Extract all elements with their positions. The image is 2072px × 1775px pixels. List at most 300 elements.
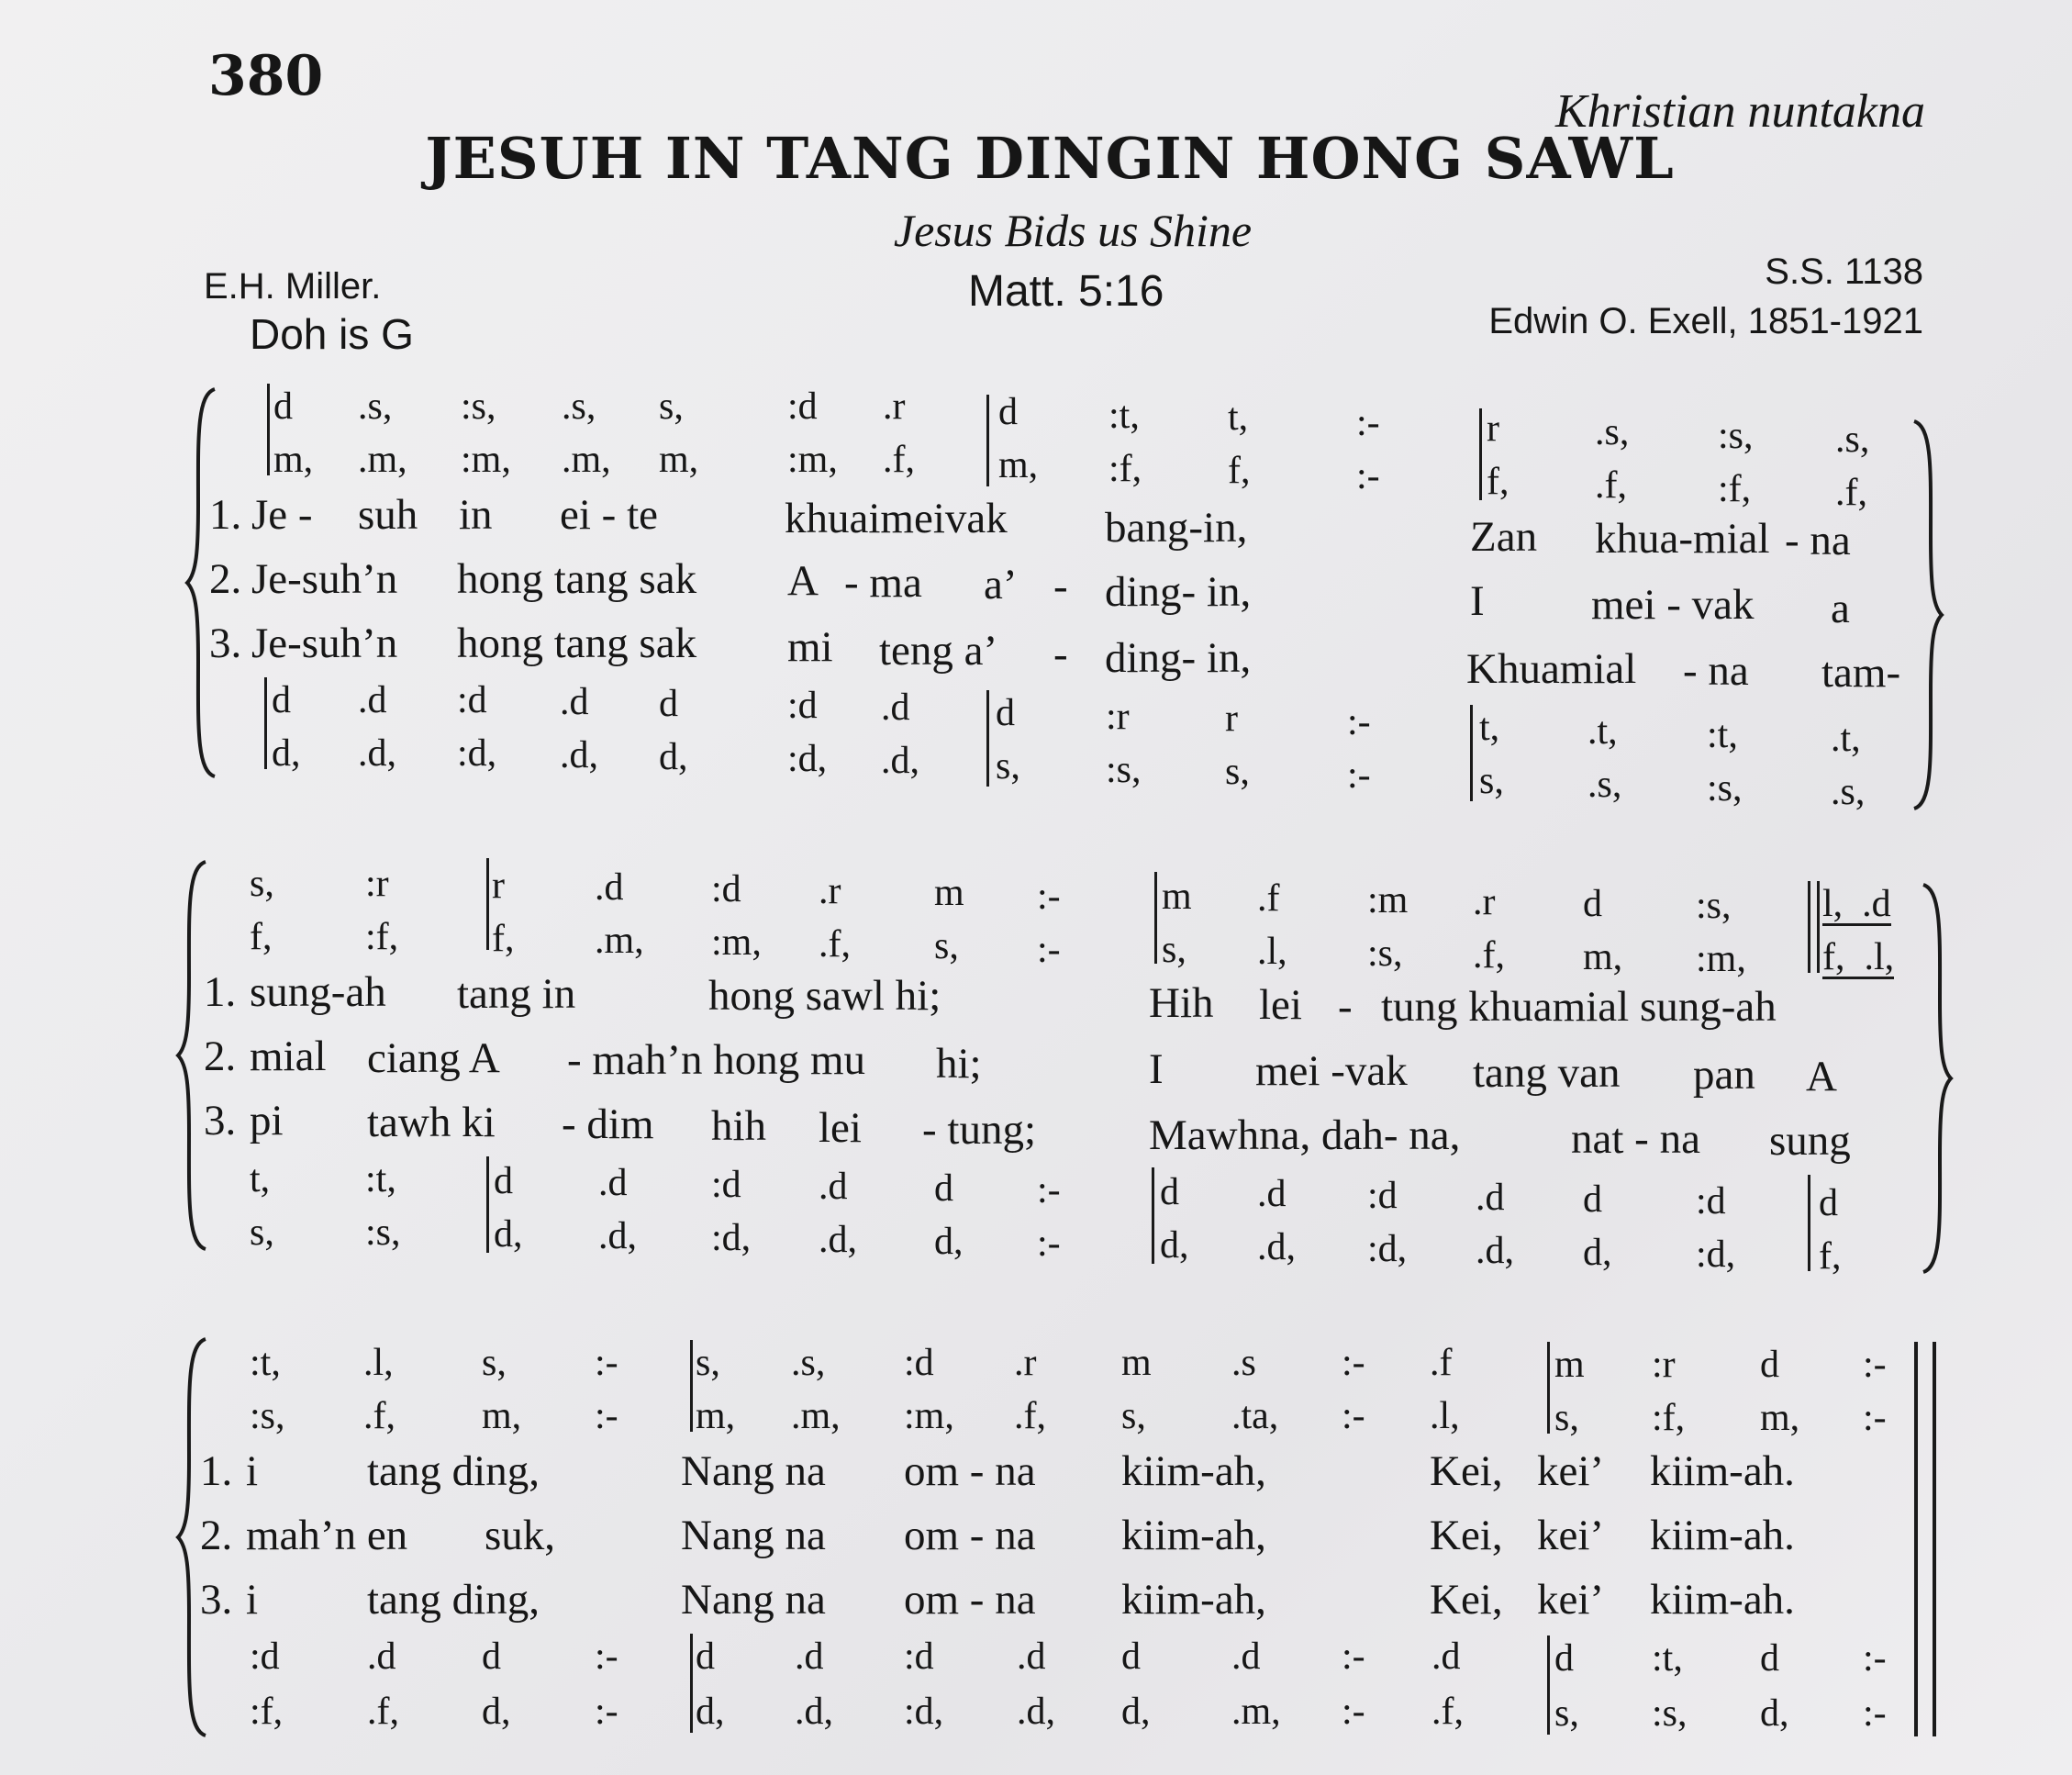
final-barline — [1933, 1342, 1936, 1736]
bass-note: :- — [1863, 1692, 1887, 1735]
tenor-note: :t, — [1707, 714, 1738, 756]
tenor-note: :- — [595, 1635, 618, 1678]
tenor-note: .d — [1476, 1177, 1505, 1219]
alto-note: :m, — [711, 921, 762, 964]
tenor-note: t, — [250, 1158, 271, 1200]
lyric: - — [1053, 563, 1068, 610]
alto-note: .f, — [1595, 464, 1627, 507]
lyric: ding- in, — [1105, 568, 1252, 616]
bass-note: .s, — [1587, 764, 1622, 806]
lyric: kiim-ah, — [1121, 1576, 1266, 1624]
tenor-note: :d — [787, 685, 818, 727]
lyric: khua-mial — [1595, 515, 1770, 563]
soprano-note: .s — [1231, 1342, 1256, 1384]
soprano-note: :s, — [1696, 885, 1732, 927]
alto-note: m, — [659, 439, 699, 481]
tenor-note: d — [1583, 1178, 1602, 1221]
lyric: Kei, — [1430, 1447, 1503, 1495]
hymnal-reference: S.S. 1138 — [1765, 251, 1923, 292]
alto-note: .l, — [1257, 931, 1287, 973]
lyric: pan — [1693, 1051, 1755, 1099]
lyric: - na — [1683, 647, 1749, 695]
soprano-note: t, — [1228, 396, 1249, 439]
tenor-note: d — [696, 1635, 715, 1678]
alto-note: .f, — [1473, 934, 1505, 977]
lyric: nat - na — [1571, 1115, 1700, 1163]
soprano-note: m — [1121, 1342, 1152, 1384]
soprano-note: r — [1487, 407, 1499, 450]
lyric: tang in — [457, 970, 576, 1018]
verse-number: 1. — [209, 491, 242, 539]
barline — [1817, 881, 1820, 973]
bass-note: d, — [659, 736, 688, 778]
bass-note: .d, — [819, 1219, 857, 1261]
tenor-note: d — [272, 679, 291, 721]
bass-note: .d, — [598, 1215, 637, 1257]
alto-note: :- — [595, 1395, 618, 1437]
soprano-note: d — [273, 385, 293, 428]
lyric: om - na — [904, 1512, 1036, 1559]
tenor-note: :d — [1696, 1180, 1726, 1222]
lyric: A — [787, 557, 819, 605]
lyric: kiim-ah, — [1121, 1447, 1266, 1495]
soprano-note: :r — [365, 863, 389, 905]
soprano-note: m — [1162, 876, 1192, 918]
tenor-note: .d — [1231, 1635, 1261, 1678]
alto-note: :f, — [1108, 448, 1142, 490]
soprano-note: :- — [1356, 402, 1380, 444]
soprano-note: :s, — [1718, 415, 1754, 457]
lyric: tang ding, — [367, 1447, 540, 1495]
key-signature: Doh is G — [250, 310, 414, 358]
soprano-note: l, .d — [1822, 883, 1891, 925]
soprano-note: :t, — [1108, 395, 1140, 437]
bass-note: .f, — [1431, 1691, 1464, 1733]
alto-note: m, — [273, 439, 314, 481]
soprano-note: :s, — [461, 385, 496, 428]
bass-note: d, — [1121, 1691, 1151, 1733]
soprano-note: :- — [1342, 1342, 1365, 1384]
tenor-note: d — [934, 1167, 953, 1210]
tenor-note: .d — [358, 679, 387, 721]
lyric: suk, — [485, 1512, 556, 1559]
alto-note: .f, — [363, 1395, 395, 1437]
barline — [264, 677, 267, 769]
soprano-note: .r — [1473, 881, 1496, 923]
soprano-note: s, — [482, 1342, 507, 1384]
alto-note: m, — [1583, 936, 1623, 978]
lyric: Zan — [1470, 513, 1538, 561]
bass-note: :d, — [1696, 1234, 1736, 1276]
lyric: - — [1053, 631, 1068, 678]
lyric: bang-in, — [1105, 504, 1248, 552]
lyric: I — [1470, 577, 1485, 625]
tenor-note: .d — [881, 687, 910, 729]
tenor-note: d — [1121, 1635, 1141, 1678]
lyric: sung-ah — [250, 968, 386, 1016]
soprano-note: s, — [250, 863, 274, 905]
verse-number: 3. — [204, 1097, 237, 1144]
soprano-note: .s, — [562, 385, 596, 428]
alto-note: .f, — [1835, 472, 1867, 514]
lyric: Mawhna, dah- na, — [1149, 1111, 1461, 1159]
bass-note: .d, — [560, 734, 598, 776]
scripture-reference: Matt. 5:16 — [968, 267, 1164, 316]
soprano-note: :m — [1367, 879, 1409, 921]
lyric: ding- in, — [1105, 634, 1252, 682]
alto-note: :- — [1037, 929, 1061, 971]
alto-note: f, — [1487, 461, 1509, 503]
bass-note: d, — [1160, 1224, 1189, 1267]
alto-note: :f, — [1652, 1397, 1686, 1439]
final-barline — [1914, 1342, 1918, 1736]
tenor-note: :d — [250, 1635, 280, 1678]
alto-note: f, .l, — [1822, 936, 1895, 978]
soprano-note: :d — [787, 385, 818, 428]
alto-note: .ta, — [1231, 1395, 1279, 1437]
bass-note: .d, — [1017, 1691, 1055, 1733]
lyric: lei — [819, 1104, 862, 1152]
soprano-note: .l, — [363, 1342, 394, 1384]
tenor-note: d — [1160, 1171, 1179, 1213]
alto-note: .m, — [595, 920, 644, 962]
tenor-note: d — [494, 1160, 513, 1202]
bass-note: d, — [272, 732, 301, 775]
soprano-note: d — [1760, 1344, 1779, 1386]
lyric: hong tang sak — [457, 555, 697, 603]
soprano-note: :d — [711, 868, 741, 910]
barline — [986, 690, 989, 787]
lyric: in — [459, 491, 493, 539]
lyric: tawh ki — [367, 1099, 496, 1146]
lyric: Nang na — [681, 1512, 826, 1559]
lyric: - tung; — [922, 1106, 1037, 1154]
hymn-category: Khristian nuntakna — [1554, 85, 1925, 138]
tenor-note: :d — [1367, 1175, 1398, 1217]
tenor-note: .d — [367, 1635, 396, 1678]
verse-number: 1. — [204, 968, 237, 1016]
bass-note: :- — [1037, 1222, 1061, 1265]
alto-note: :m, — [904, 1395, 954, 1437]
barline — [986, 395, 989, 486]
bass-note: d, — [1760, 1692, 1789, 1735]
lyric: sung — [1769, 1117, 1851, 1165]
lyricist: E.H. Miller. — [204, 266, 382, 307]
soprano-note: d — [998, 391, 1018, 433]
alto-note: f, — [492, 918, 515, 960]
soprano-note: .s, — [358, 385, 393, 428]
lyric: i — [246, 1576, 259, 1624]
alto-note: .m, — [358, 439, 407, 481]
barline — [486, 1156, 489, 1253]
alto-note: m, — [998, 444, 1039, 486]
soprano-note: :d — [904, 1342, 934, 1384]
alto-note: .f, — [883, 439, 915, 481]
bass-note: :s, — [365, 1211, 401, 1254]
bass-note: .d, — [1257, 1226, 1296, 1268]
alto-note: :s, — [1367, 932, 1403, 975]
soprano-note: .f — [1257, 877, 1280, 920]
alto-note: s, — [1162, 929, 1186, 971]
bass-note: :s, — [1707, 767, 1743, 809]
alto-note: f, — [1228, 450, 1251, 492]
bass-note: d, — [1583, 1232, 1612, 1274]
alto-note: s, — [934, 925, 959, 967]
lyric: hi; — [936, 1040, 982, 1088]
hymn-number: 380 — [208, 44, 324, 108]
alto-note: :m, — [1696, 938, 1746, 980]
bass-note: .m, — [1231, 1691, 1281, 1733]
hymn-title: JESUH IN TANG DINGIN HONG SAWL — [425, 125, 1675, 192]
tenor-note: d — [1554, 1637, 1574, 1680]
lyric: ei - te — [560, 491, 658, 539]
lyric: om - na — [904, 1447, 1036, 1495]
tenor-note: :- — [1863, 1637, 1887, 1680]
right-brace-icon — [1909, 418, 1945, 812]
soprano-note: :- — [595, 1342, 618, 1384]
verse-number: 2. — [204, 1033, 237, 1080]
alto-note: m, — [482, 1395, 522, 1437]
lyric: - na — [1785, 517, 1851, 564]
tenor-note: .d — [1257, 1173, 1287, 1215]
barline — [690, 1634, 693, 1733]
bass-note: .s, — [1831, 771, 1866, 813]
lyric: tang van — [1473, 1049, 1621, 1097]
barline — [1479, 408, 1482, 500]
tenor-note: .d — [560, 681, 589, 723]
bass-note: .f, — [367, 1691, 399, 1733]
bass-note: :f, — [250, 1691, 284, 1733]
lyric: kei’ — [1537, 1576, 1605, 1624]
lyric: - — [1338, 983, 1353, 1031]
soprano-note: .r — [819, 870, 841, 912]
bass-note: :- — [1342, 1691, 1365, 1733]
right-brace-icon — [1918, 881, 1955, 1276]
tenor-note: t, — [1479, 707, 1500, 749]
alto-note: :f, — [1718, 468, 1752, 510]
tenor-note: :- — [1037, 1169, 1061, 1211]
lyric: tang ding, — [367, 1576, 540, 1624]
soprano-note: .s, — [791, 1342, 826, 1384]
tenor-note: d — [1760, 1637, 1779, 1680]
lyric: A — [1806, 1053, 1837, 1100]
lyric: kei’ — [1537, 1447, 1605, 1495]
bass-note: .d, — [358, 732, 396, 775]
bass-note: :d, — [787, 738, 828, 780]
lyric: a’ — [984, 561, 1018, 608]
bass-note: d, — [494, 1213, 523, 1256]
tenor-note: :- — [1342, 1635, 1365, 1678]
lyric: Nang na — [681, 1576, 826, 1624]
hymn-subtitle: Jesus Bids us Shine — [893, 205, 1253, 256]
lyric: mei - vak — [1591, 581, 1755, 629]
lyric: i — [246, 1447, 259, 1495]
alto-note: .f, — [1014, 1395, 1046, 1437]
alto-note: f, — [250, 916, 273, 958]
verse-number: 3. — [200, 1576, 233, 1624]
tenor-note: d — [996, 692, 1015, 734]
lyric: Nang na — [681, 1447, 826, 1495]
bass-note: :s, — [1652, 1692, 1688, 1735]
lyric: hih — [711, 1102, 767, 1150]
alto-note: s, — [1121, 1395, 1146, 1437]
tenor-note: d — [482, 1635, 501, 1678]
tenor-note: :t, — [1652, 1637, 1683, 1680]
lyric: mi — [787, 623, 833, 671]
tenor-note: :t, — [365, 1158, 396, 1200]
tenor-note: .d — [598, 1162, 628, 1204]
tenor-note: :d — [711, 1164, 741, 1206]
barline — [1808, 1175, 1810, 1271]
lyric: Kei, — [1430, 1512, 1503, 1559]
barline — [1154, 872, 1157, 964]
tenor-note: .d — [1017, 1635, 1046, 1678]
bass-note: :d, — [1367, 1228, 1408, 1270]
alto-note: m, — [696, 1395, 736, 1437]
bass-note: .d, — [1476, 1230, 1514, 1272]
lyric: tam- — [1821, 649, 1901, 697]
bass-note: :d, — [904, 1691, 944, 1733]
lyric: hong sawl hi; — [708, 972, 941, 1020]
soprano-note: s, — [659, 385, 684, 428]
lyric: - mah’n hong mu — [567, 1036, 866, 1084]
bass-note: d, — [934, 1221, 964, 1263]
tenor-note: d — [1819, 1182, 1838, 1224]
bass-note: :- — [595, 1691, 618, 1733]
tenor-note: d — [659, 683, 678, 725]
barline — [1470, 705, 1473, 801]
lyric: Khuamial — [1466, 645, 1637, 693]
lyric: Hih — [1149, 979, 1214, 1027]
lyric: tung khuamial sung-ah — [1381, 983, 1777, 1031]
alto-note: .m, — [562, 439, 611, 481]
tenor-note: r — [1225, 698, 1238, 740]
composer: Edwin O. Exell, 1851-1921 — [1488, 301, 1923, 341]
bass-note: f, — [1819, 1235, 1842, 1278]
bass-note: .d, — [881, 740, 919, 782]
alto-note: .l, — [1430, 1395, 1460, 1437]
alto-note: :- — [1356, 455, 1380, 497]
alto-note: :s, — [250, 1395, 285, 1437]
lyric: om - na — [904, 1576, 1036, 1624]
lyric: mei -vak — [1255, 1047, 1408, 1095]
bass-note: s, — [1479, 760, 1504, 802]
tenor-note: .t, — [1831, 718, 1861, 760]
bass-note: s, — [1554, 1692, 1579, 1735]
soprano-note: .r — [883, 385, 906, 428]
lyric: kiim-ah. — [1650, 1576, 1795, 1624]
bass-note: d, — [696, 1691, 725, 1733]
lyric: - dim — [562, 1100, 654, 1148]
soprano-note: .s, — [1835, 419, 1870, 461]
bass-note: s, — [250, 1211, 274, 1254]
barline — [267, 384, 270, 475]
lyric: pi — [250, 1097, 284, 1144]
tenor-note: :- — [1347, 701, 1371, 743]
alto-note: .m, — [791, 1395, 841, 1437]
lyric: kei’ — [1537, 1512, 1605, 1559]
soprano-note: m — [934, 872, 964, 914]
alto-note: s, — [1554, 1397, 1579, 1439]
soprano-note: m — [1554, 1344, 1585, 1386]
bass-note: :s, — [1106, 749, 1142, 791]
lyric: khuaimeivak — [785, 495, 1008, 542]
bass-note: .d, — [795, 1691, 833, 1733]
lyric: - ma — [844, 559, 922, 607]
alto-note: :m, — [461, 439, 511, 481]
bass-note: s, — [996, 745, 1020, 787]
soprano-note: r — [492, 865, 505, 907]
barline — [486, 858, 489, 950]
bass-note: :- — [1347, 754, 1371, 797]
alto-note: :- — [1863, 1397, 1887, 1439]
tenor-note: .t, — [1587, 710, 1618, 753]
soprano-note: :r — [1652, 1344, 1676, 1386]
verse-number: 3. — [209, 620, 242, 667]
alto-note: .f, — [819, 923, 851, 966]
lyric: mah’n en — [246, 1512, 408, 1559]
tenor-note: .d — [1431, 1635, 1461, 1678]
lyric: kiim-ah, — [1121, 1512, 1266, 1559]
lyric: I — [1149, 1045, 1164, 1093]
barline — [1808, 881, 1810, 973]
bass-note: d, — [482, 1691, 511, 1733]
barline — [690, 1340, 693, 1432]
soprano-note: :- — [1037, 876, 1061, 918]
tenor-note: :d — [904, 1635, 934, 1678]
alto-note: :f, — [365, 916, 399, 958]
barline — [1547, 1635, 1550, 1735]
bass-note: :d, — [457, 732, 497, 775]
lyric: kiim-ah. — [1650, 1512, 1795, 1559]
lyric: suh — [358, 491, 418, 539]
barline — [1547, 1342, 1550, 1434]
alto-note: m, — [1760, 1397, 1800, 1439]
soprano-note: .s, — [1595, 411, 1630, 453]
barline — [1152, 1167, 1154, 1264]
lyric: Kei, — [1430, 1576, 1503, 1624]
soprano-note: :t, — [250, 1342, 281, 1384]
verse-number: 1. — [200, 1447, 233, 1495]
tenor-note: .d — [795, 1635, 824, 1678]
lyric: ciang A — [367, 1034, 500, 1082]
verse-number: 2. — [209, 555, 242, 603]
lyric: a — [1831, 585, 1850, 632]
soprano-note: .d — [595, 866, 624, 909]
soprano-note: :- — [1863, 1344, 1887, 1386]
lyric: Je-suh’n — [251, 620, 398, 667]
soprano-note: .r — [1014, 1342, 1037, 1384]
alto-note: :m, — [787, 439, 838, 481]
verse-number: 2. — [200, 1512, 233, 1559]
lyric: Je - — [251, 491, 324, 539]
soprano-note: d — [1583, 883, 1602, 925]
lyric: Je-suh’n — [251, 555, 398, 603]
tenor-note: .d — [819, 1166, 848, 1208]
tenor-note: :d — [457, 679, 487, 721]
lyric: teng a’ — [879, 627, 998, 675]
lyric: kiim-ah. — [1650, 1447, 1795, 1495]
bass-note: :d, — [711, 1217, 752, 1259]
alto-note: :- — [1342, 1395, 1365, 1437]
lyric: mial — [250, 1033, 327, 1080]
lyric: hong tang sak — [457, 620, 697, 667]
lyric: lei — [1259, 981, 1302, 1029]
soprano-note: s, — [696, 1342, 720, 1384]
bass-note: s, — [1225, 751, 1250, 793]
soprano-note: .f — [1430, 1342, 1453, 1384]
tenor-note: :r — [1106, 696, 1130, 738]
